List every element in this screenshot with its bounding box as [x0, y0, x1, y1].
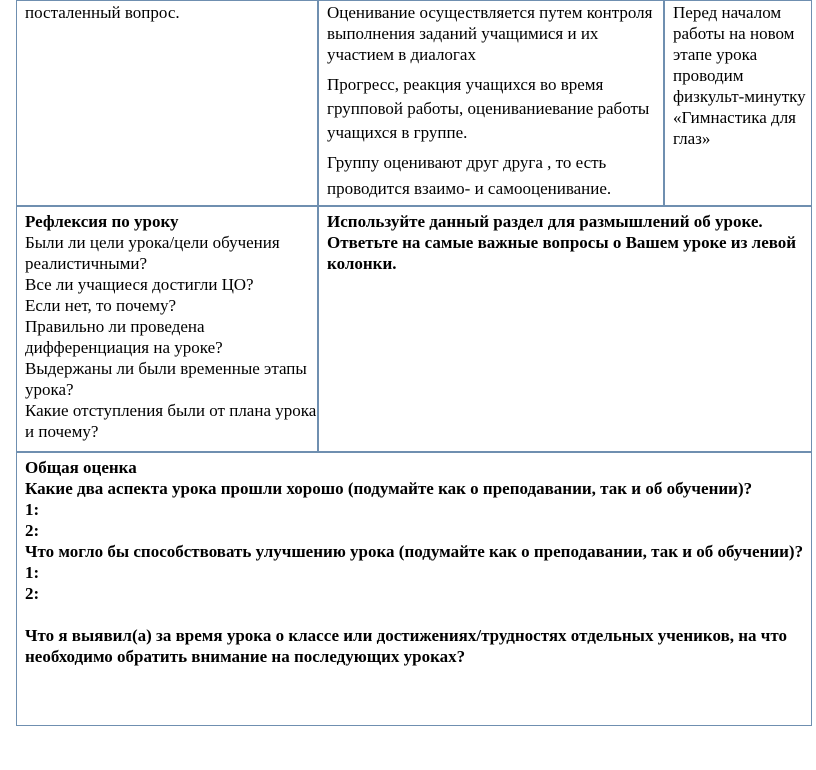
reflection-instruction: Используйте данный раздел для размышлений об уроке. Ответьте на самые важные вопросы о Вашем уроке из левой колонки.: [327, 212, 797, 273]
assessment-paragraph-3: Группу оценивают друг друга , то есть проводится взаимо- и самооценивание.: [327, 153, 612, 198]
health-saving-text: Перед началом работы на новом этапе урока проводим физкульт-минутку «Гимнастика для глаз»: [673, 3, 806, 148]
assessment-cell: [318, 0, 664, 206]
reflection-title: Рефлексия по уроку: [25, 212, 179, 231]
summary-answer-2-2: 2:: [25, 584, 40, 603]
reflection-cell: [16, 206, 318, 452]
health-saving-cell: [664, 0, 812, 206]
assessment-paragraph-2: Прогресс, реакция учащихся во время групповой работы, оценивaниевание работы учащихся в группе.: [327, 75, 650, 142]
reflection-question: Какие отступления были от плана урока и почему?: [25, 401, 317, 441]
reflection-notes-cell[interactable]: [318, 206, 812, 452]
summary-answer-1-2: 2:: [25, 521, 40, 540]
lesson-plan-table: [12, 0, 804, 732]
reflection-question: Если нет, то почему?: [25, 296, 177, 315]
reflection-question: Выдержаны ли были временные этапы урока?: [25, 359, 307, 399]
summary-question-2: Что могло бы способствовать улучшению урока (подумайте как о преподавании, так и об обучении)?: [25, 542, 804, 561]
summary-answer-1-1: 1:: [25, 500, 40, 519]
row1-col1-text: посталенный вопрос.: [25, 3, 180, 22]
summary-answer-2-1: 1:: [25, 563, 40, 582]
reflection-question: Правильно ли проведена дифференциация на уроке?: [25, 317, 223, 357]
reflection-question: Были ли цели урока/цели обучения реалистичными?: [25, 233, 280, 273]
assessment-paragraph-1: Оценивание осуществляется путем контроля выполнения заданий учащимися и их участием в диалогах: [327, 3, 653, 64]
row1-col1-cell: [16, 0, 318, 206]
reflection-question: Все ли учащиеся достигли ЦО?: [25, 275, 254, 294]
summary-cell[interactable]: [16, 452, 812, 726]
summary-title: Общая оценка: [25, 458, 137, 477]
summary-question-3: Что я выявил(а) за время урока о классе или достижениях/трудностях отдельных учеников, на что необходимо обратить внимание на последующих уроках?: [25, 626, 788, 666]
summary-question-1: Какие два аспекта урока прошли хорошо (подумайте как о преподавании, так и об обучении)?: [25, 479, 753, 498]
